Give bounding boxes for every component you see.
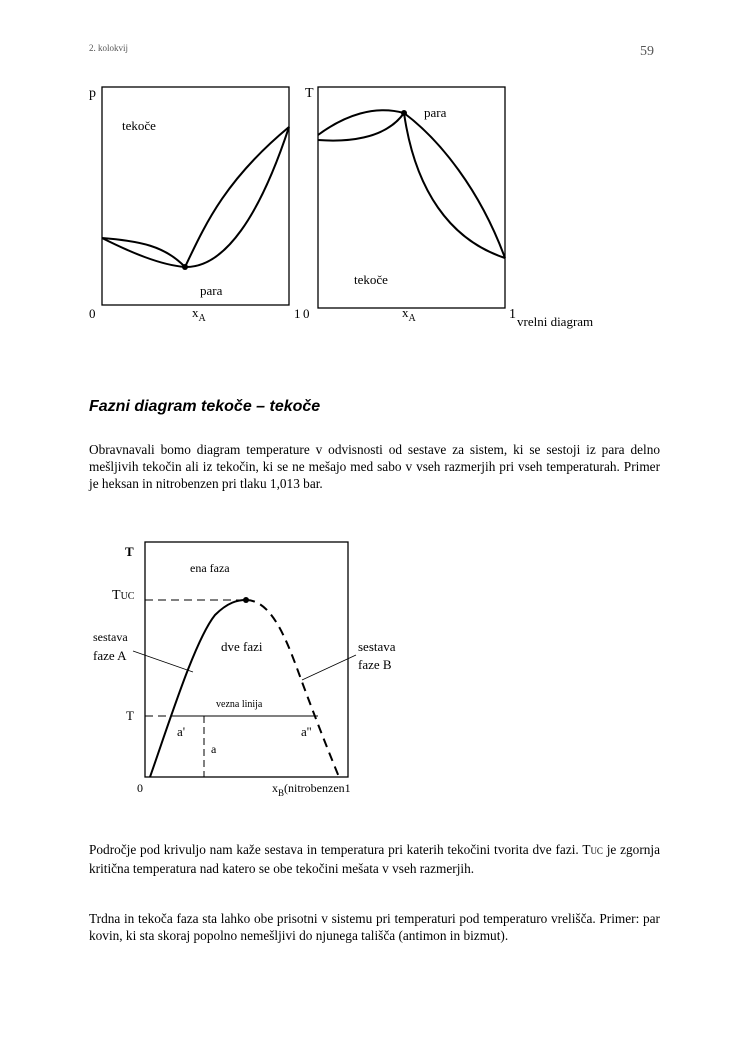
figure-caption: vrelni diagram [517, 314, 594, 329]
paragraph-2: Trdna in tekoča faza sta lahko obe prisotni v sistemu pri temperaturi pod temperaturo vrelišča. Primer: par kovin, ki sta skoraj popolno nemešljivi do njunega tališča (antimon in bizmut). [89, 911, 660, 943]
figure-liquid-liquid-diagram [0, 530, 750, 810]
svg-text:xA: $x_A$ [402, 305, 416, 324]
svg-text:xA: $x_A$ [192, 305, 206, 324]
svg-text:sestava: sestava [358, 639, 396, 654]
svg-text:0: 0 [89, 306, 96, 321]
svg-text:p: p [89, 86, 96, 101]
svg-text:faze A: faze A [93, 648, 127, 663]
svg-text:sestava: sestava [93, 630, 128, 644]
paragraph-1: Področje pod krivuljo nam kaže sestava in temperatura pri katerih tekočini tvorita dve fazi. TUC je zgornja kritična temperatura nad katero se obe tekočini mešata v vseh razmerjih. [89, 842, 661, 876]
svg-text:a'': a'' [301, 724, 312, 739]
page-number: 59 [640, 44, 654, 59]
svg-text:para: para [200, 283, 223, 298]
svg-text:xB(nitrobenzen1: $x_B(nitrobenzen1$ [272, 781, 351, 798]
svg-text:para: para [424, 105, 447, 120]
svg-text:a': a' [177, 724, 186, 739]
svg-text:dve fazi: dve fazi [221, 639, 263, 654]
svg-text:faze B: faze B [358, 657, 392, 672]
svg-text:ena faza: ena faza [190, 561, 230, 575]
svg-text:0: 0 [303, 306, 310, 321]
intro-paragraph: Obravnavali bomo diagram temperature v odvisnosti od sestave za sistem, ki se sestoji iz para delno mešljivih tekočin ali iz tekočin, ki se ne mešajo med sabo v vseh razmerjih pri vseh temperaturah. Primer je heksan in nitrobenzen pri tlaku 1,013 bar. [89, 442, 660, 491]
svg-text:TUC: TUC [112, 588, 135, 603]
figure-vapor-diagrams [0, 0, 750, 340]
svg-text:0: 0 [137, 781, 143, 795]
svg-text:1: 1 [294, 306, 301, 321]
boiling-diagram [318, 87, 505, 308]
running-header: 2. kolokvij [89, 43, 129, 53]
svg-text:tekoče: tekoče [122, 118, 156, 133]
svg-text:T: T [305, 86, 314, 101]
section-title: Fazni diagram tekoče – tekoče [89, 398, 321, 415]
svg-text:vezna linija: vezna linija [216, 699, 263, 710]
svg-text:T: T [125, 544, 134, 559]
svg-text:1: 1 [509, 307, 516, 322]
svg-text:T: T [126, 708, 134, 723]
svg-text:tekoče: tekoče [354, 272, 388, 287]
svg-text:a: a [211, 742, 217, 756]
